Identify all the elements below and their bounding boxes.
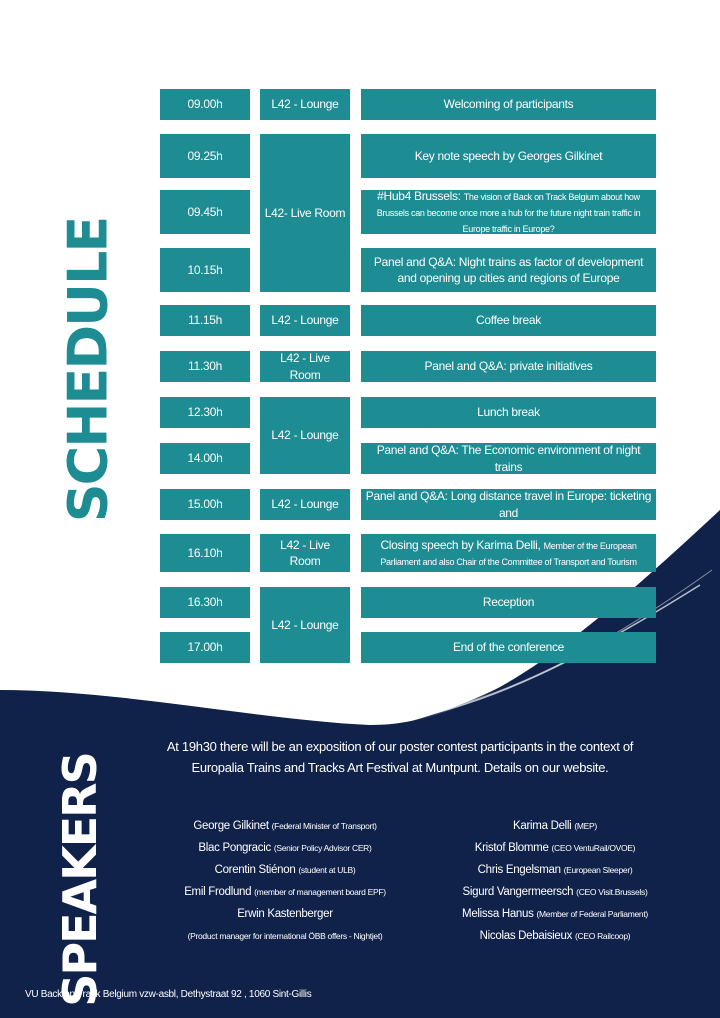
- speakers-right-column: [445, 815, 665, 947]
- speaker-entry: Blac Pongracic (Senior Policy Advisor CER): [198, 842, 372, 854]
- room-cell: L42 - Lounge: [260, 489, 350, 520]
- speaker-entry: Sigurd Vangermeersch (CEO Visit.Brussels): [462, 886, 648, 898]
- time-cell: 16.10h: [160, 534, 250, 572]
- speakers-left-column: [170, 815, 400, 947]
- speaker-entry: Melissa Hanus (Member of Federal Parliament): [462, 908, 648, 920]
- room-cell-merged: L42 - Lounge: [260, 397, 350, 474]
- time-cell: 09.00h: [160, 89, 250, 120]
- time-cell: 16.30h: [160, 587, 250, 618]
- activity-cell: Coffee break: [361, 305, 656, 336]
- activity-cell: Lunch break: [361, 397, 656, 428]
- brush-streak-3: [300, 700, 470, 709]
- activity-cell: Reception: [361, 587, 656, 618]
- speaker-entry: Karima Delli (MEP): [513, 820, 597, 832]
- publisher-footer: VU Back on Track Belgium vzw-asbl, Dethystraat 92 , 1060 Sint-Gillis: [25, 989, 312, 1000]
- speakers-heading: SPEAKERS: [53, 753, 107, 1007]
- activity-cell: End of the conference: [361, 632, 656, 663]
- room-cell-merged: L42- Live Room: [260, 134, 350, 292]
- time-cell: 11.15h: [160, 305, 250, 336]
- activity-cell: Panel and Q&A: The Economic environment of night trains: [361, 443, 656, 474]
- exposition-note: At 19h30 there will be an exposition of our poster contest participants in the context of Europalia Trains and Tracks Art Festival at Muntpunt. Details on our website.: [166, 739, 634, 775]
- time-cell: 15.00h: [160, 489, 250, 520]
- time-cell: 09.45h: [160, 190, 250, 234]
- activity-cell: Panel and Q&A: private initiatives: [361, 351, 656, 382]
- activity-cell: Welcoming of participants: [361, 89, 656, 120]
- activity-detail: Member of the European Parliament and also Chair of the Committee of Transport and Tourism: [380, 540, 637, 567]
- speaker-entry: Kristof Blomme (CEO VentuRail/OVOE): [474, 842, 636, 854]
- speaker-entry: Nicolas Debaisieux (CEO Railcoop): [479, 930, 631, 942]
- time-cell: 10.15h: [160, 248, 250, 292]
- room-cell: L42 - Live Room: [260, 534, 350, 572]
- speaker-entry: Emil Frodlund (member of management board EPF): [184, 886, 386, 898]
- schedule-heading: SCHEDULE: [56, 217, 120, 523]
- time-cell: 17.00h: [160, 632, 250, 663]
- room-cell: L42 - Live Room: [260, 351, 350, 382]
- activity-cell: Key note speech by Georges Gilkinet: [361, 134, 656, 178]
- speaker-entry: (Product manager for international ÖBB offers - Nightjet): [187, 931, 383, 941]
- activity-cell: [361, 190, 656, 234]
- activity-main: Closing speech by Karima Delli,: [380, 537, 541, 552]
- speaker-entry: Erwin Kastenberger: [237, 908, 333, 920]
- speaker-entry: Chris Engelsman (European Sleeper): [477, 864, 633, 876]
- room-cell: L42 - Lounge: [260, 89, 350, 120]
- activity-cell: Panel and Q&A: Long distance travel in Europe: ticketing and: [361, 489, 656, 520]
- activity-main: #Hub4 Brussels:: [377, 188, 461, 203]
- speaker-entry: George Gilkinet (Federal Minister of Transport): [193, 820, 377, 832]
- room-cell-merged: L42 - Lounge: [260, 587, 350, 663]
- activity-cell: [361, 534, 656, 572]
- activity-cell: Panel and Q&A: Night trains as factor of development and opening up cities and regions of Europe: [361, 248, 656, 292]
- time-cell: 12.30h: [160, 397, 250, 428]
- activity-detail: The vision of Back on Track Belgium about how Brussels can become once more a hub for the future night train traffic in Europe traffic in Europe?: [376, 191, 641, 235]
- speaker-entry: Corentin Stiénon (student at ULB): [214, 864, 356, 876]
- time-cell: 11.30h: [160, 351, 250, 382]
- time-cell: 14.00h: [160, 443, 250, 474]
- room-cell: L42 - Lounge: [260, 305, 350, 336]
- time-cell: 09.25h: [160, 134, 250, 178]
